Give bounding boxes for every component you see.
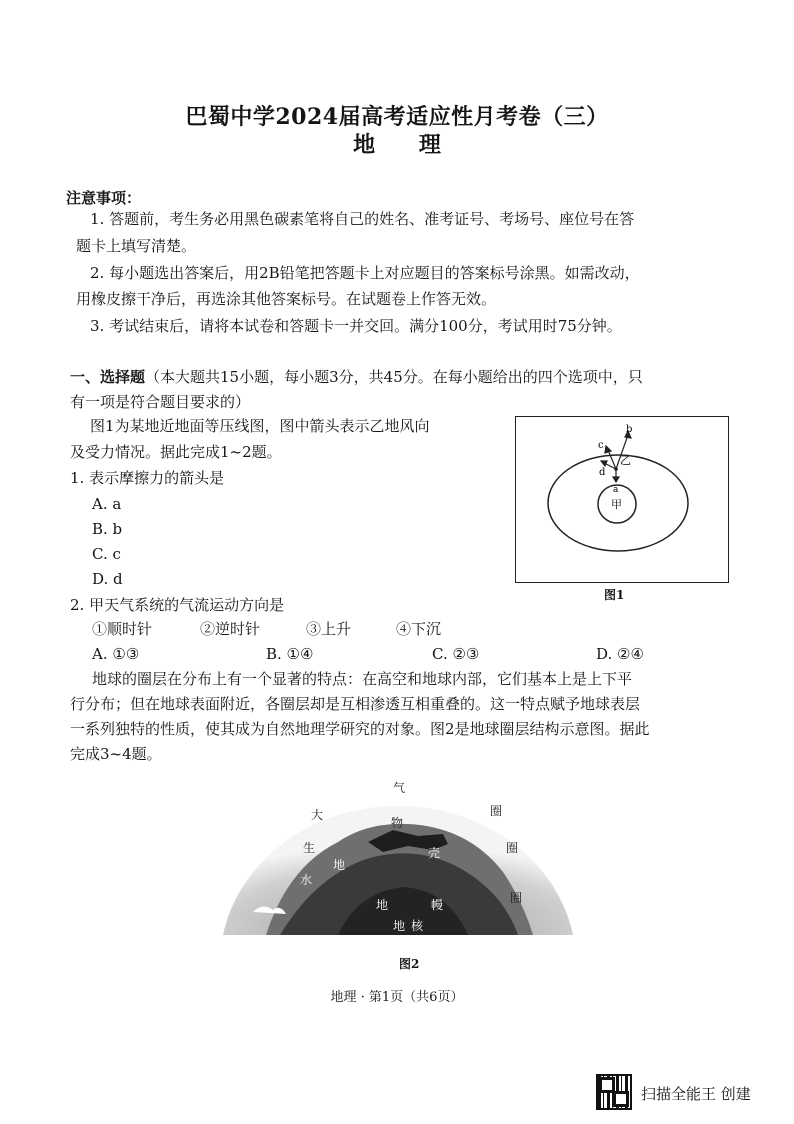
figure-1-caption: 图1	[604, 588, 625, 602]
fig2-label-core-2: 核	[411, 919, 424, 933]
fig1-intro-line: 图1为某地近地面等压线图，图中箭头表示乙地风向	[90, 417, 430, 435]
fig2-label-crust-1: 地	[333, 858, 346, 872]
section-heading: 一、选择题	[70, 368, 146, 386]
q1-option-a: A. a	[92, 495, 122, 513]
notice-line: 用橡皮擦干净后，再选涂其他答案标号。在试题卷上作答无效。	[76, 290, 497, 308]
subject-title: 地 理	[353, 132, 459, 158]
fig2-label-crust-2: 壳	[428, 846, 441, 860]
arrow-label-c: c	[598, 440, 604, 451]
isobar-diagram	[516, 417, 730, 584]
notice-line: 题卡上填写清楚。	[76, 237, 197, 255]
arrow-label-a: a	[613, 485, 619, 495]
notice-line: 3. 考试结束后，请将本试卷和答题卡一并交回。满分100分，考试用时75分钟。	[90, 317, 622, 335]
scanner-watermark: 扫描全能王 创建	[641, 1085, 751, 1103]
section-desc: （本大题共15小题，每小题3分，共45分。在每小题给出的四个选项中，只	[145, 368, 643, 386]
q1-option-b: B. b	[92, 520, 123, 538]
fig2-label-mantle-2: 幔	[431, 898, 444, 912]
page-footer: 地理 · 第1页（共6页）	[330, 990, 464, 1005]
earth-sphere-diagram	[218, 772, 578, 937]
q2-option-d: D. ②④	[596, 645, 644, 663]
q2-option-b: B. ①④	[266, 645, 314, 663]
fig2-label-core-1: 地	[393, 919, 406, 933]
fig2-label-atmo-2: 气	[393, 781, 406, 795]
arrow-label-d: d	[599, 467, 606, 478]
qr-code-icon	[596, 1074, 632, 1110]
notice-line: 1. 答题前，考生务必用黑色碳素笔将自己的姓名、准考证号、考场号、座位号在答	[90, 210, 635, 228]
q1-option-c: C. c	[92, 545, 121, 563]
q1-stem: 1. 表示摩擦力的箭头是	[70, 469, 225, 487]
q1-option-d: D. d	[92, 570, 123, 588]
arrow-label-b: b	[626, 424, 633, 435]
passage-line: 地球的圈层在分布上有一个显著的特点：在高空和地球内部，它们基本上是上下平	[92, 670, 633, 688]
q2-option-a: A. ①③	[92, 645, 140, 663]
center-label-jia: 甲	[611, 498, 622, 511]
fig2-label-circle-2: 圈	[506, 841, 519, 855]
q2-choice-2: ②逆时针	[200, 620, 261, 638]
section-heading-line	[70, 367, 643, 387]
figure-2-earth-spheres	[218, 772, 578, 937]
fig2-label-bio-2: 物	[391, 816, 404, 830]
passage-line: 完成3~4题。	[70, 745, 162, 763]
notice-line: 2. 每小题选出答案后，用2B铅笔把答题卡上对应题目的答案标号涂黑。如需改动，	[90, 264, 640, 282]
point-label-yi: 乙	[620, 454, 631, 467]
fig2-label-mantle-1: 地	[376, 898, 389, 912]
exam-title: 巴蜀中学2024届高考适应性月考卷（三）	[185, 104, 609, 130]
fig2-label-hydro: 水	[300, 873, 313, 887]
q2-stem: 2. 甲天气系统的气流运动方向是	[70, 596, 285, 614]
passage-line: 一系列独特的性质，使其成为自然地理学研究的对象。图2是地球圈层结构示意图。据此	[70, 720, 650, 738]
q2-choice-1: ①顺时针	[92, 620, 153, 638]
fig2-label-atmo-1: 大	[311, 808, 324, 822]
q2-option-c: C. ②③	[432, 645, 480, 663]
fig1-intro-line: 及受力情况。据此完成1~2题。	[70, 443, 282, 461]
section-desc-line: 有一项是符合题目要求的）	[70, 393, 251, 411]
fig2-label-circle-1: 圈	[490, 804, 503, 818]
fig2-label-bio-1: 生	[303, 841, 316, 855]
figure-2-caption: 图2	[399, 957, 420, 971]
q2-choice-3: ③上升	[306, 620, 352, 638]
q2-choice-4: ④下沉	[396, 620, 442, 638]
notice-heading: 注意事项：	[66, 189, 142, 207]
passage-line: 行分布；但在地球表面附近，各圈层却是互相渗透互相重叠的。这一特点赋予地球表层	[70, 695, 641, 713]
figure-1-isobar-map	[515, 416, 729, 583]
fig2-label-circle-3: 圈	[510, 891, 523, 905]
